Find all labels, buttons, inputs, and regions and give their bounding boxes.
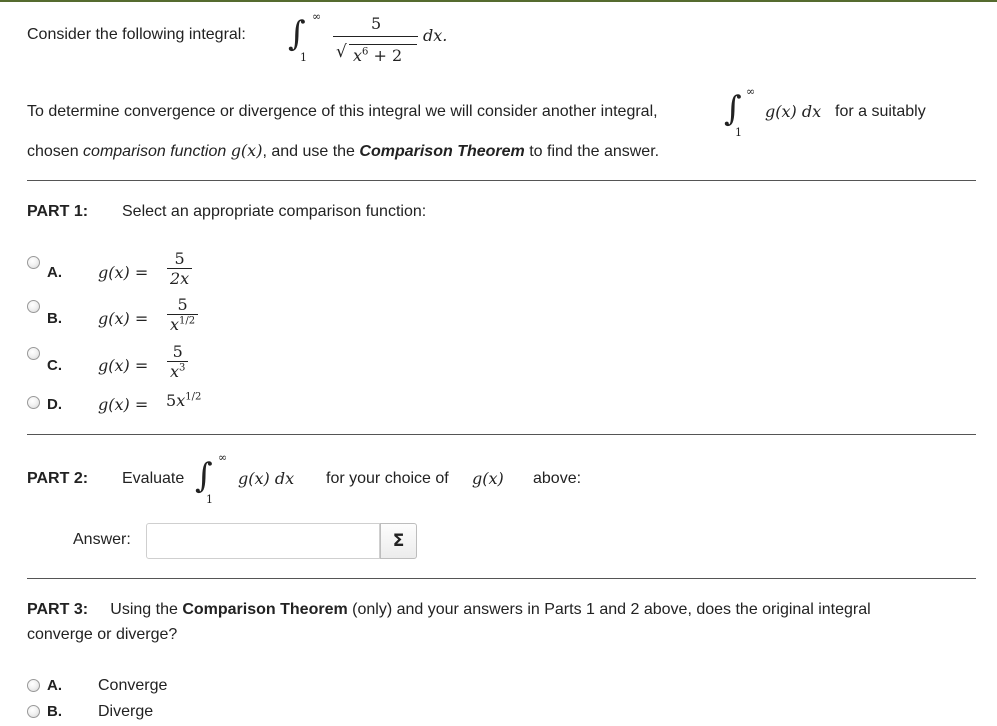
option-lhs: g(x) = [98,356,149,375]
integral-sign: ∫ [724,89,742,129]
radio-option-c[interactable] [27,347,40,360]
option-lhs: g(x) = [98,395,149,414]
intro-text: Consider the following integral: [27,26,246,43]
integral-sign: ∫ [195,456,213,496]
differential: dx. [423,26,448,45]
sqrt-overline [349,44,417,45]
part2-prompt: Evaluate [122,470,185,487]
part2-tail: above: [533,470,582,487]
fraction-bar [333,36,418,37]
option-c-fraction: $\frac{5}{x^3}$ [167,342,188,381]
option-b-fraction: $\frac{5}{x^{1/2}}$ [167,295,198,334]
lower-limit: 1 [735,126,742,139]
part2-mid: for your choice of [326,470,449,487]
part1-label: PART 1: [27,203,89,220]
description-part2: for a suitably [835,103,926,120]
upper-limit: ∞ [312,10,322,23]
option-lhs: g(x) = [98,309,149,328]
upper-limit: ∞ [218,451,228,464]
integral-expr: g(x) dx [765,102,822,121]
lower-limit: 1 [206,493,213,506]
option-letter: A. [47,677,62,694]
divider [27,180,976,181]
option-lhs: g(x) = [98,263,149,282]
option-text: Diverge [98,703,154,720]
sqrt-symbol: √ [336,42,347,62]
description-line2: chosen comparison function g(x), and use the Comparison Theorem to find the answer. [27,141,660,160]
integral-expr: g(x) dx [238,469,295,488]
option-d-expr: $5x^{1/2}$ [166,391,202,410]
option-letter: C. [47,357,62,374]
part3-question-line1: PART 3: Using the Comparison Theorem (only) and your answers in Parts 1 and 2 above, does the original integral [27,601,871,618]
option-letter: D. [47,396,62,413]
intro-numerator: 5 [371,14,382,33]
option-text: Converge [98,677,168,694]
lower-limit: 1 [300,51,307,64]
top-border [0,0,997,2]
equation-editor-button[interactable]: Σ [380,523,417,559]
part1-prompt: Select an appropriate comparison function: [122,203,427,220]
radio-option-a[interactable] [27,256,40,269]
divider [27,578,976,579]
divider [27,434,976,435]
description-part1: To determine convergence or divergence of this integral we will consider another integral, [27,103,658,120]
radio-diverge[interactable] [27,705,40,718]
part2-gx: g(x) [472,469,504,488]
option-a-fraction: $\frac{5}{2x}$ [167,249,192,288]
integral-sign: ∫ [288,14,306,54]
radio-option-b[interactable] [27,300,40,313]
part3-question-line2: converge or diverge? [27,626,178,643]
upper-limit: ∞ [746,85,756,98]
part2-label: PART 2: [27,470,89,487]
answer-label: Answer: [73,531,131,548]
option-letter: B. [47,703,62,720]
answer-input[interactable] [146,523,380,559]
option-letter: A. [47,264,62,281]
radicand: $x^6 + 2$ [353,46,403,65]
radio-option-d[interactable] [27,396,40,409]
radio-converge[interactable] [27,679,40,692]
option-letter: B. [47,310,62,327]
